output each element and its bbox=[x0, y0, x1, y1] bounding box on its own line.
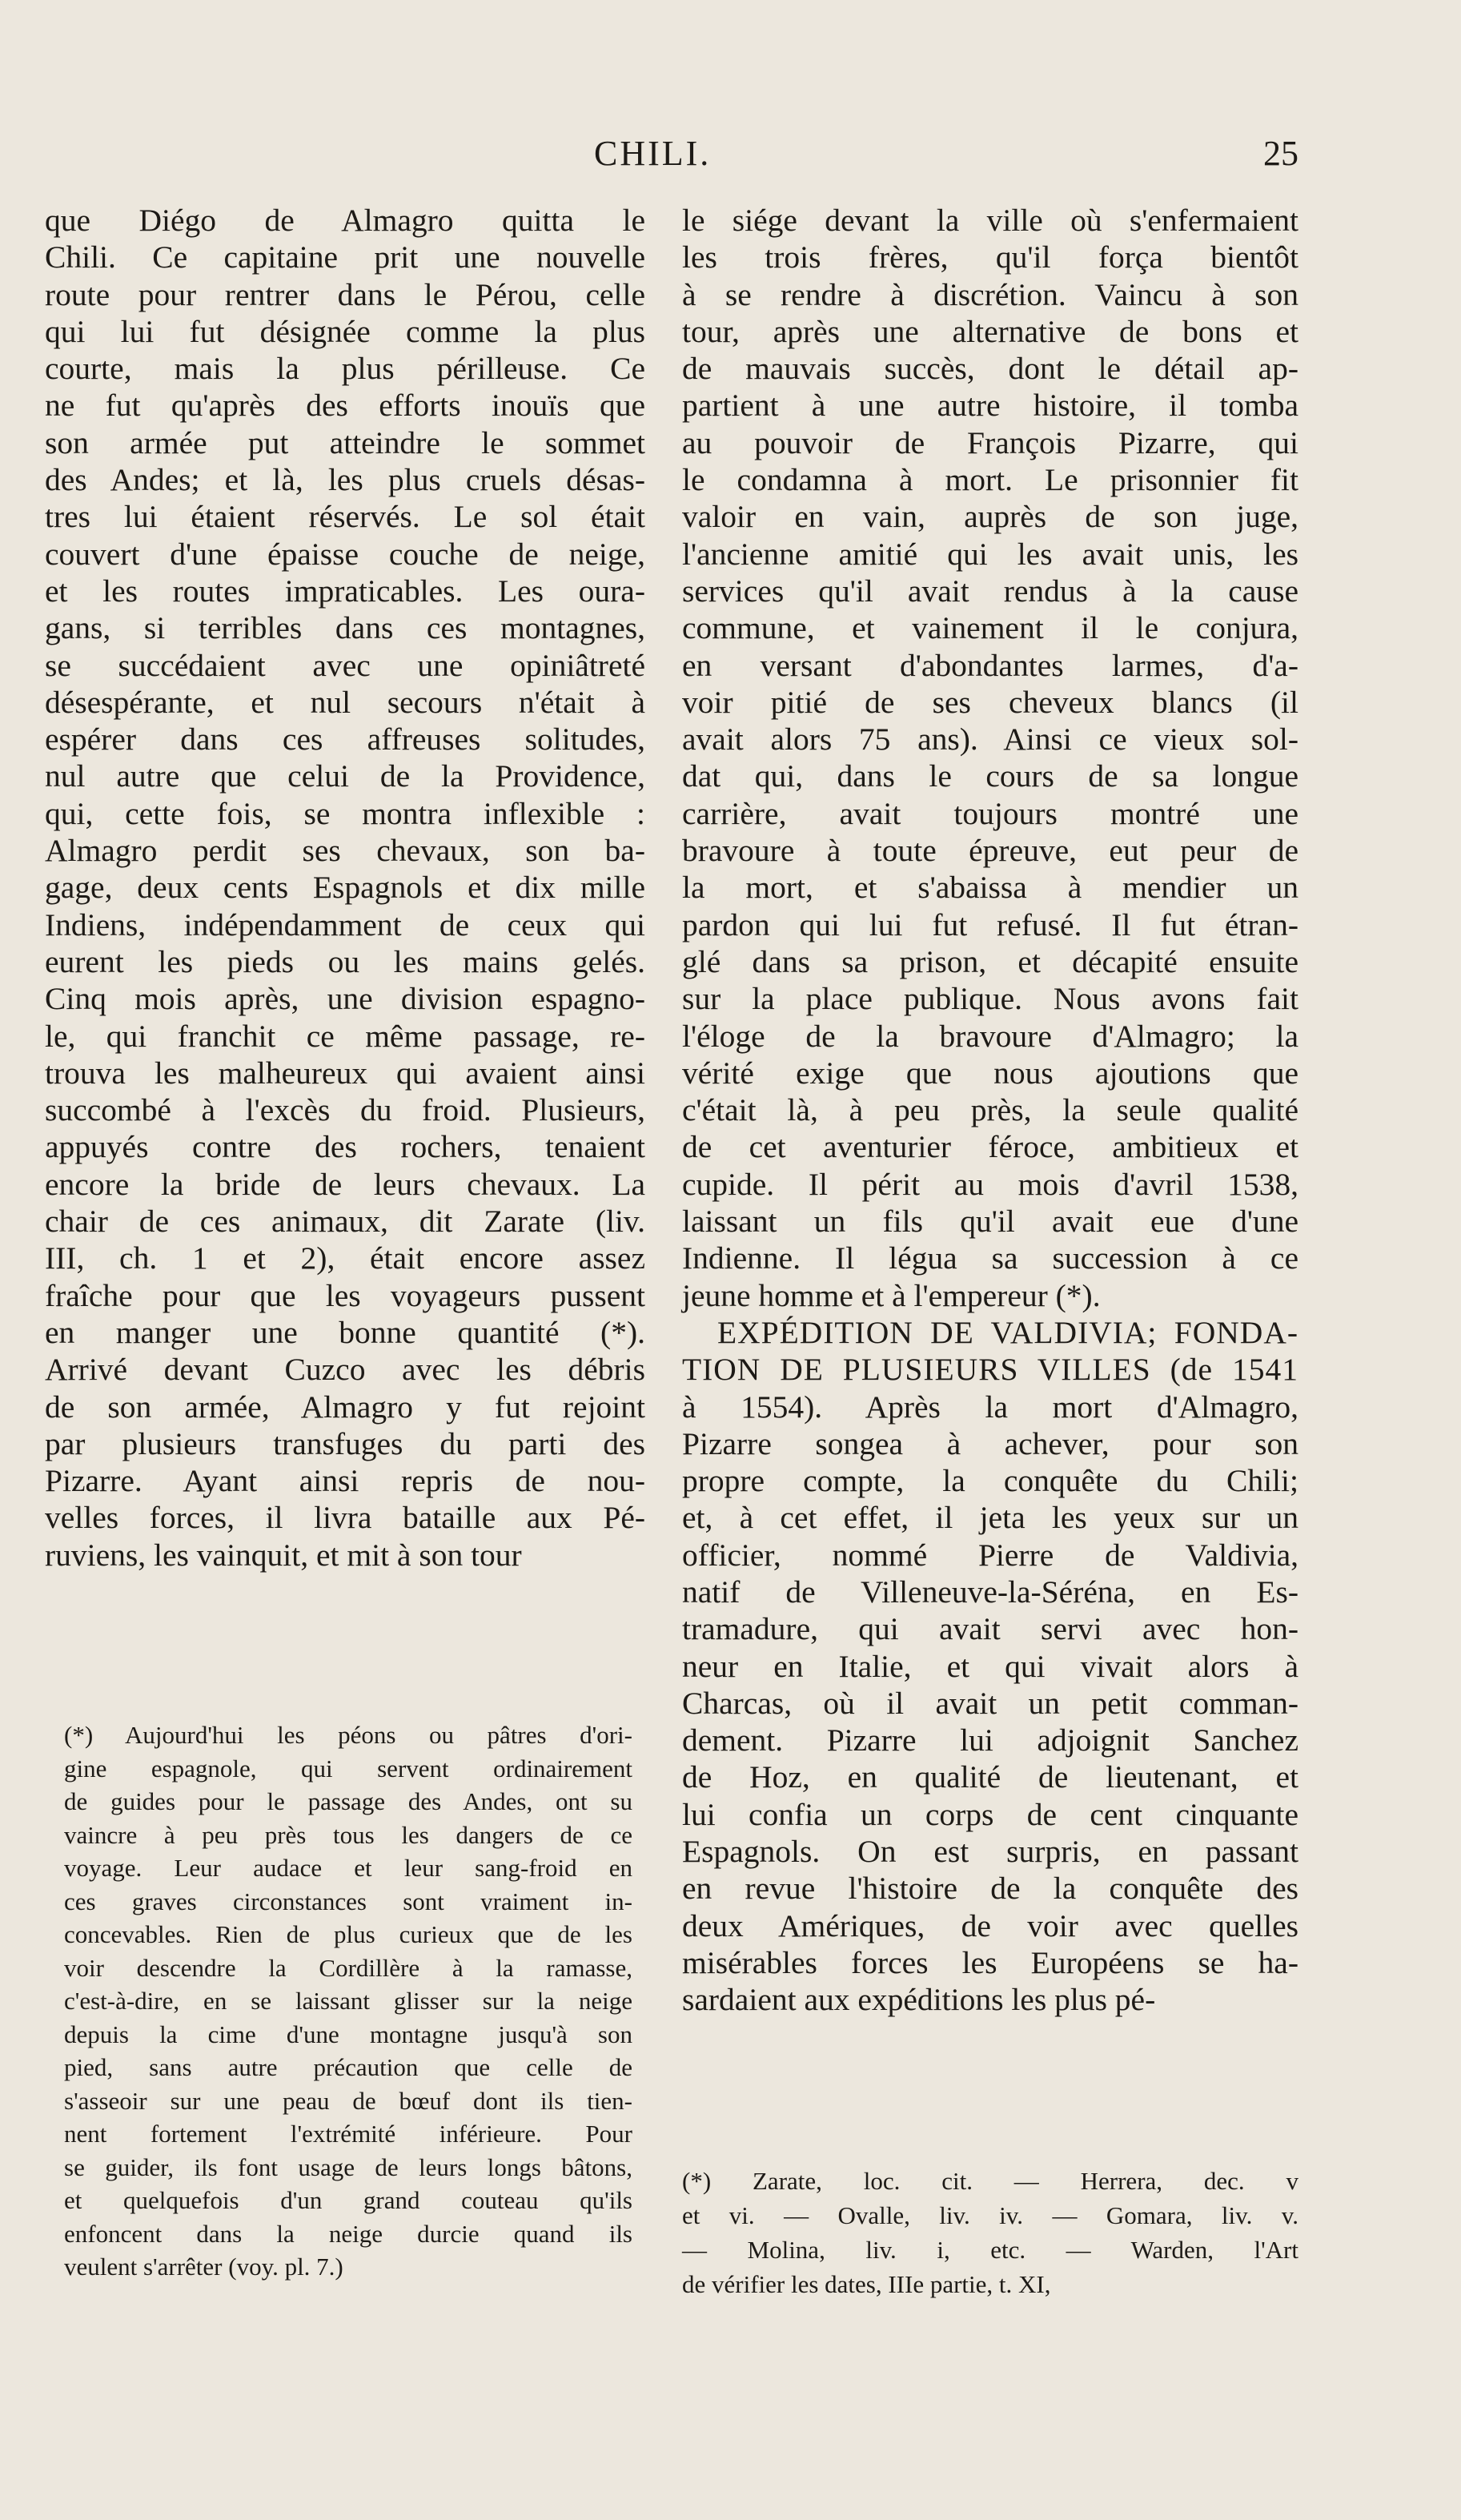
text-line: ne fut qu'après des efforts inouïs que bbox=[45, 388, 645, 424]
text-line: services qu'il avait rendus à la cause bbox=[682, 573, 1298, 609]
text-line: jeune homme et à l'empereur (*). bbox=[682, 1277, 1101, 1313]
text-line: — Molina, liv. i, etc. — Warden, l'Art bbox=[682, 2236, 1298, 2264]
text-line: Arrivé devant Cuzco avec les débris bbox=[45, 1352, 645, 1388]
text-line: sur la place publique. Nous avons fait bbox=[682, 981, 1298, 1017]
text-line: en versant d'abondantes larmes, d'a- bbox=[682, 647, 1298, 683]
text-line: de Hoz, en qualité de lieutenant, et bbox=[682, 1759, 1298, 1795]
text-line: lui confia un corps de cent cinquante bbox=[682, 1796, 1298, 1832]
text-line: pied, sans autre précaution que celle de bbox=[64, 2053, 632, 2081]
text-line: et, à cet effet, il jeta les yeux sur un bbox=[682, 1500, 1298, 1536]
text-line: espérer dans ces affreuses solitudes, bbox=[45, 721, 645, 758]
text-line: officier, nommé Pierre de Valdivia, bbox=[682, 1537, 1298, 1573]
text-line: depuis la cime d'une montagne jusqu'à son bbox=[64, 2020, 632, 2048]
text-line: l'éloge de la bravoure d'Almagro; la bbox=[682, 1018, 1298, 1054]
text-line: le condamna à mort. Le prisonnier fit bbox=[682, 462, 1298, 498]
text-line: misérables forces les Européens se ha- bbox=[682, 1944, 1298, 1980]
text-line: s'asseoir sur une peau de bœuf dont ils tien- bbox=[64, 2086, 632, 2115]
text-line: natif de Villeneuve-la-Séréna, en Es- bbox=[682, 1573, 1298, 1610]
text-line: III, ch. 1 et 2), était encore assez bbox=[45, 1240, 645, 1276]
text-line: succombé à l'excès du froid. Plusieurs, bbox=[45, 1092, 645, 1128]
text-line: l'ancienne amitié qui les avait unis, les bbox=[682, 536, 1298, 572]
text-line: qui lui fut désignée comme la plus bbox=[45, 313, 645, 349]
right-text-column bbox=[682, 202, 1298, 2019]
running-head bbox=[0, 130, 1461, 178]
text-line: deux Amériques, de voir avec quelles bbox=[682, 1907, 1298, 1943]
text-line: de vérifier les dates, IIIe partie, t. XI, bbox=[682, 2270, 1051, 2298]
right-footnote bbox=[682, 2164, 1298, 2301]
text-line: velles forces, il livra bataille aux Pé- bbox=[45, 1500, 645, 1536]
text-line: le, qui franchit ce même passage, re- bbox=[45, 1018, 645, 1054]
text-line: son armée put atteindre le sommet bbox=[45, 424, 645, 460]
text-line: qui, cette fois, se montra inflexible : bbox=[45, 795, 645, 831]
text-line: (*) Zarate, loc. cit. — Herrera, dec. v bbox=[682, 2167, 1298, 2195]
text-line: concevables. Rien de plus curieux que de les bbox=[64, 1920, 632, 1948]
text-line: se guider, ils font usage de leurs longs bâtons, bbox=[64, 2152, 632, 2181]
text-line: trouva les malheureux qui avaient ainsi bbox=[45, 1055, 645, 1091]
text-line: vérité exige que nous ajoutions que bbox=[682, 1055, 1298, 1091]
page-title: CHILI. bbox=[594, 134, 712, 173]
text-line: les trois frères, qu'il força bientôt bbox=[682, 239, 1298, 275]
text-line: le siége devant la ville où s'enfermaient bbox=[682, 203, 1298, 238]
text-line: et vi. — Ovalle, liv. iv. — Gomara, liv. v. bbox=[682, 2201, 1298, 2229]
text-line: bravoure à toute épreuve, eut peur de bbox=[682, 833, 1298, 869]
text-line: EXPÉDITION DE VALDIVIA; FONDA- bbox=[717, 1314, 1298, 1350]
text-line: gine espagnole, qui servent ordinairement bbox=[64, 1754, 632, 1782]
text-line: se succédaient avec une opiniâtreté bbox=[45, 647, 645, 683]
text-line: et quelquefois d'un grand couteau qu'ils bbox=[64, 2186, 632, 2214]
text-line: gage, deux cents Espagnols et dix mille bbox=[45, 870, 645, 906]
text-line: couvert d'une épaisse couche de neige, bbox=[45, 536, 645, 572]
text-line: Chili. Ce capitaine prit une nouvelle bbox=[45, 239, 645, 275]
text-line: voir descendre la Cordillère à la ramasse, bbox=[64, 1953, 632, 1982]
text-line: pardon qui lui fut refusé. Il fut étran- bbox=[682, 906, 1298, 942]
text-line: tour, après une alternative de bons et bbox=[682, 313, 1298, 349]
text-line: appuyés contre des rochers, tenaient bbox=[45, 1129, 645, 1165]
text-line: et les routes impraticables. Les oura- bbox=[45, 573, 645, 609]
text-line: ruviens, les vainquit, et mit à son tour bbox=[45, 1537, 522, 1573]
text-line: c'est-à-dire, en se laissant glisser sur la neige bbox=[64, 1987, 632, 2015]
text-line: encore la bride de leurs chevaux. La bbox=[45, 1166, 645, 1202]
text-line: glé dans sa prison, et décapité ensuite bbox=[682, 943, 1298, 979]
text-line: carrière, avait toujours montré une bbox=[682, 795, 1298, 831]
text-line: fraîche pour que les voyageurs pussent bbox=[45, 1277, 645, 1313]
text-line: la mort, et s'abaissa à mendier un bbox=[682, 870, 1298, 906]
text-line: Charcas, où il avait un petit comman- bbox=[682, 1685, 1298, 1721]
text-line: enfoncent dans la neige durcie quand ils bbox=[64, 2219, 632, 2248]
left-footnote bbox=[64, 1718, 632, 2284]
text-line: partient à une autre histoire, il tomba bbox=[682, 388, 1298, 424]
text-line: en manger une bonne quantité (*). bbox=[45, 1314, 645, 1350]
text-line: avait alors 75 ans). Ainsi ce vieux sol- bbox=[682, 721, 1298, 758]
text-line: de cet aventurier féroce, ambitieux et bbox=[682, 1129, 1298, 1165]
page-number: 25 bbox=[1263, 134, 1298, 173]
text-line: Cinq mois après, une division espagno- bbox=[45, 981, 645, 1017]
text-line: vaincre à peu près tous les dangers de ce bbox=[64, 1820, 632, 1849]
text-line: en revue l'histoire de la conquête des bbox=[682, 1871, 1298, 1907]
text-line: laissant un fils qu'il avait eue d'une bbox=[682, 1204, 1298, 1240]
left-text-column bbox=[45, 202, 645, 1573]
text-line: Indiens, indépendamment de ceux qui bbox=[45, 906, 645, 942]
text-line: voir pitié de ses cheveux blancs (il bbox=[682, 684, 1298, 720]
text-line: à 1554). Après la mort d'Almagro, bbox=[682, 1389, 1298, 1425]
text-line: par plusieurs transfuges du parti des bbox=[45, 1425, 645, 1461]
text-line: TION DE PLUSIEURS VILLES (de 1541 bbox=[682, 1352, 1298, 1388]
text-line: dement. Pizarre lui adjoignit Sanchez bbox=[682, 1722, 1298, 1758]
text-line: c'était là, à peu près, la seule qualité bbox=[682, 1092, 1298, 1128]
text-line: valoir en vain, auprès de son juge, bbox=[682, 499, 1298, 535]
text-line: Almagro perdit ses chevaux, son ba- bbox=[45, 833, 645, 869]
text-line: au pouvoir de François Pizarre, qui bbox=[682, 424, 1298, 460]
text-line: de mauvais succès, dont le détail ap- bbox=[682, 351, 1298, 387]
text-line: courte, mais la plus périlleuse. Ce bbox=[45, 351, 645, 387]
text-line: sardaient aux expéditions les plus pé- bbox=[682, 1982, 1156, 2018]
text-line: commune, et vainement il le conjura, bbox=[682, 610, 1298, 646]
text-line: désespérante, et nul secours n'était à bbox=[45, 684, 645, 720]
text-line: nent fortement l'extrémité inférieure. Pour bbox=[64, 2120, 632, 2148]
text-line: ces graves circonstances sont vraiment in- bbox=[64, 1887, 632, 1915]
text-line: de son armée, Almagro y fut rejoint bbox=[45, 1389, 645, 1425]
text-line: cupide. Il périt au mois d'avril 1538, bbox=[682, 1166, 1298, 1202]
text-line: neur en Italie, et qui vivait alors à bbox=[682, 1648, 1298, 1684]
text-line: voyage. Leur audace et leur sang-froid en bbox=[64, 1854, 632, 1882]
text-line: tramadure, qui avait servi avec hon- bbox=[682, 1611, 1298, 1647]
text-line: route pour rentrer dans le Pérou, celle bbox=[45, 276, 645, 312]
text-line: Espagnols. On est surpris, en passant bbox=[682, 1834, 1298, 1870]
text-line: gans, si terribles dans ces montagnes, bbox=[45, 610, 645, 646]
text-line: (*) Aujourd'hui les péons ou pâtres d'ori- bbox=[64, 1721, 632, 1749]
text-line: Pizarre songea à achever, pour son bbox=[682, 1425, 1298, 1461]
text-line: que Diégo de Almagro quitta le bbox=[45, 203, 645, 238]
text-line: propre compte, la conquête du Chili; bbox=[682, 1463, 1298, 1499]
text-line: tres lui étaient réservés. Le sol était bbox=[45, 499, 645, 535]
text-line: chair de ces animaux, dit Zarate (liv. bbox=[45, 1204, 645, 1240]
text-line: nul autre que celui de la Providence, bbox=[45, 758, 645, 794]
text-line: dat qui, dans le cours de sa longue bbox=[682, 758, 1298, 794]
text-line: à se rendre à discrétion. Vaincu à son bbox=[682, 276, 1298, 312]
text-line: veulent s'arrêter (voy. pl. 7.) bbox=[64, 2253, 343, 2281]
text-line: Indienne. Il légua sa succession à ce bbox=[682, 1240, 1298, 1276]
text-line: des Andes; et là, les plus cruels désas- bbox=[45, 462, 645, 498]
text-line: eurent les pieds ou les mains gelés. bbox=[45, 943, 645, 979]
text-line: de guides pour le passage des Andes, ont su bbox=[64, 1787, 632, 1815]
text-line: Pizarre. Ayant ainsi repris de nou- bbox=[45, 1463, 645, 1499]
